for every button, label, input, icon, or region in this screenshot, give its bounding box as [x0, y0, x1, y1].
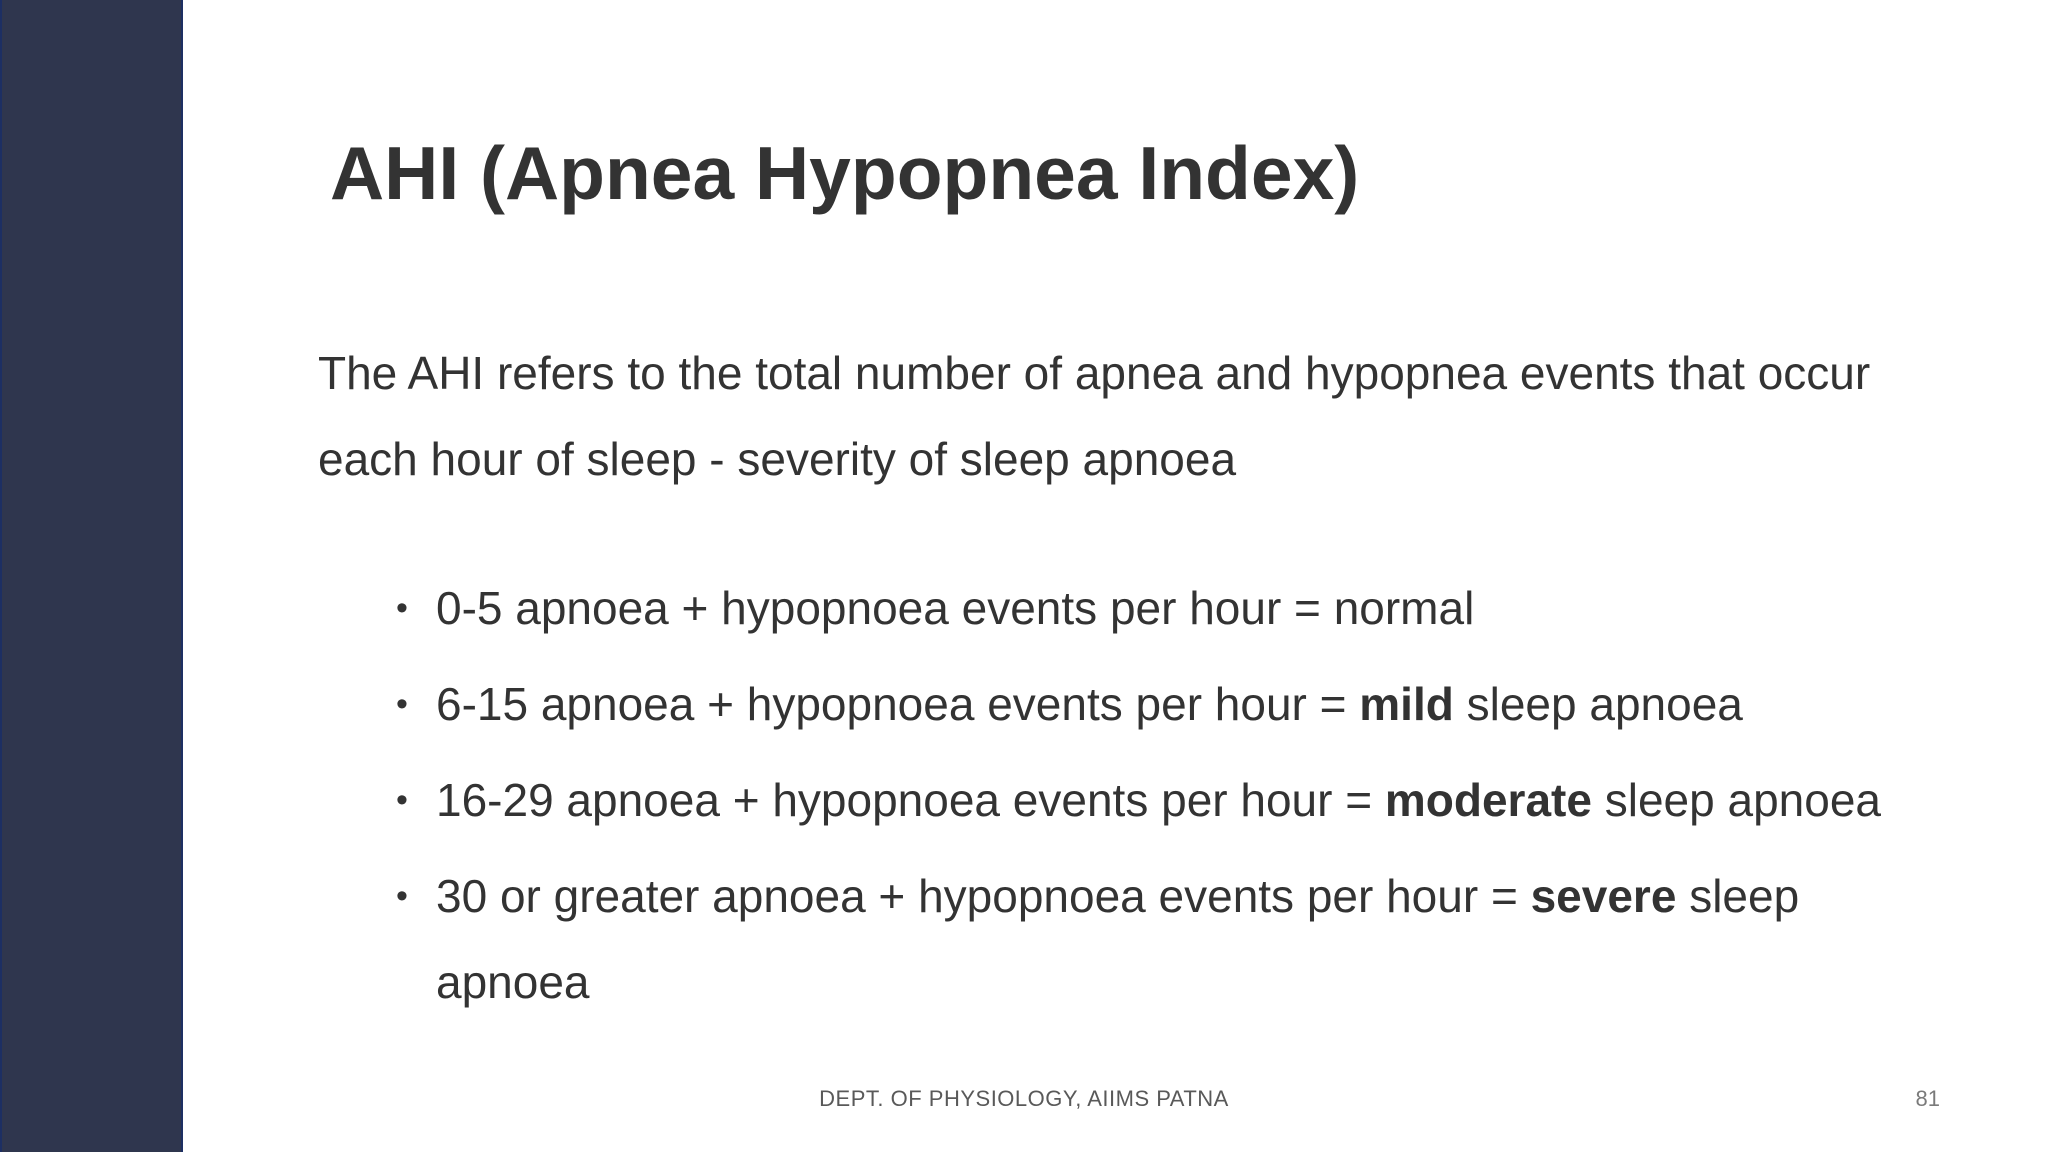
list-item-mild: [396, 661, 1956, 747]
list-item-moderate: [396, 757, 1956, 843]
bullet-icon: •: [396, 589, 408, 627]
footer-text: DEPT. OF PHYSIOLOGY, AIIMS PATNA: [819, 1086, 1229, 1111]
severity-label-severe: severe: [1530, 870, 1677, 922]
bullet-icon: •: [396, 781, 408, 819]
bullet-text-suffix: sleep apnoea: [1591, 774, 1881, 826]
severity-list: [396, 565, 1956, 1035]
bullet-text-suffix: sleep apnoea: [1453, 678, 1743, 730]
bullet-text: 0-5 apnoea + hypopnoea events per hour = normal: [436, 582, 1475, 634]
list-item-normal: [396, 565, 1956, 651]
bullet-icon: •: [396, 877, 408, 915]
bullet-text-suffix: sleep apnoea: [436, 870, 1800, 1008]
severity-label-moderate: moderate: [1384, 774, 1592, 826]
page-number: 81: [1915, 1086, 1940, 1111]
intro-paragraph: The AHI refers to the total number of apnea and hypopnea events that occur each hour of sleep - severity of sleep apnoea: [318, 347, 1871, 485]
severity-label-mild: mild: [1359, 678, 1454, 730]
bullet-text: 30 or greater apnoea + hypopnoea events per hour =: [436, 870, 1531, 922]
bullet-icon: •: [396, 685, 408, 723]
bullet-text: 16-29 apnoea + hypopnoea events per hour =: [436, 774, 1385, 826]
list-item-severe: [396, 853, 1956, 1025]
sidebar-band: [0, 0, 183, 1152]
slide-title: AHI (Apnea Hypopnea Index): [330, 131, 1360, 215]
bullet-text: 6-15 apnoea + hypopnoea events per hour =: [436, 678, 1360, 730]
